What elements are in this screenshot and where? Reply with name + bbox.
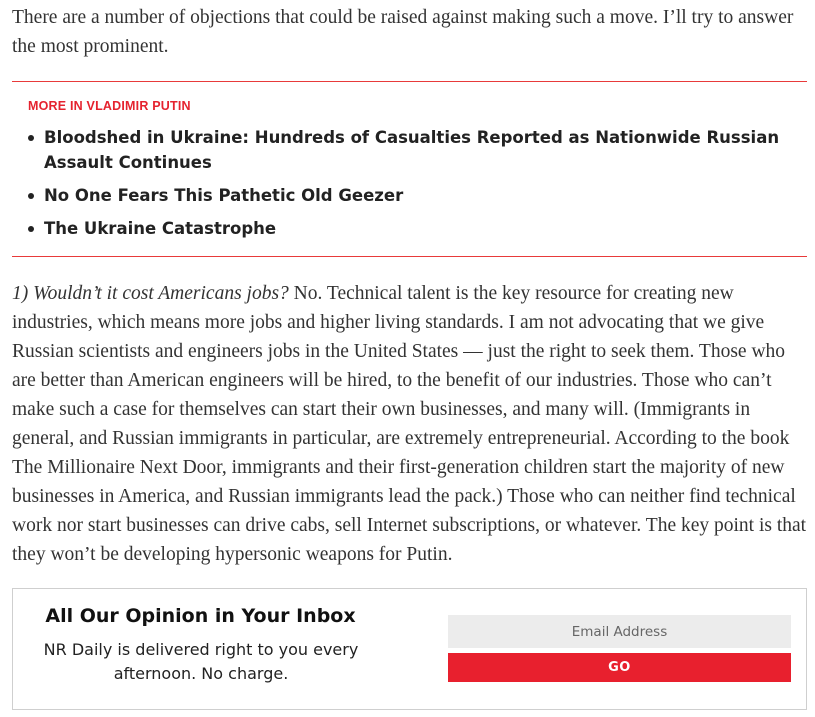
list-item: [28, 125, 788, 175]
paragraph-lead-question: 1) Wouldn’t it cost Americans jobs?: [12, 283, 289, 304]
intro-paragraph: There are a number of objections that could be raised against making such a move. I’ll try to answer the most prominent.: [12, 7, 794, 57]
body-paragraph: [12, 279, 812, 569]
bullet-icon: [28, 193, 34, 199]
related-article-link-2[interactable]: No One Fears This Pathetic Old Geezer: [44, 186, 404, 205]
go-button[interactable]: GO: [448, 653, 791, 682]
newsletter-title: All Our Opinion in Your Inbox: [45, 605, 356, 627]
more-in-section: [12, 81, 807, 257]
related-article-link-1[interactable]: Bloodshed in Ukraine: Hundreds of Casualties Reported as Nationwide Russian Assault Continues: [44, 128, 780, 172]
paragraph-body-text: No. Technical talent is the key resource for creating new industries, which means more jobs and higher living standards. I am not advocating that we give Russian scientists and engineers jobs in the United States — just the right to seek them. Those who are better than American engineers will be hired, to the benefit of our industries. Those who can’t make such a case for themselves can start their own businesses, and many will. (Immigrants in general, and Russian immigrants in particular, are extremely entrepreneurial. According to the book The Millionaire Next Door, immigrants and their first-generation children start the majority of new businesses in America, and Russian immigrants lead the pack.) Those who can neither find technical work nor start businesses can drive cabs, sell Internet subscriptions, or whatever. The key point is that they won’t be developing hypersonic weapons for Putin.: [12, 283, 807, 565]
related-article-link-3[interactable]: The Ukraine Catastrophe: [44, 219, 277, 238]
bullet-icon: [28, 226, 34, 232]
newsletter-description: NR Daily is delivered right to you every afternoon. No charge.: [43, 640, 359, 683]
bullet-icon: [28, 135, 34, 141]
email-field[interactable]: [448, 615, 791, 648]
newsletter-signup: [12, 588, 807, 710]
list-item: [28, 216, 788, 241]
list-item: [28, 183, 788, 208]
more-in-list: [28, 125, 788, 249]
more-in-heading: MORE IN VLADIMIR PUTIN: [28, 99, 191, 113]
